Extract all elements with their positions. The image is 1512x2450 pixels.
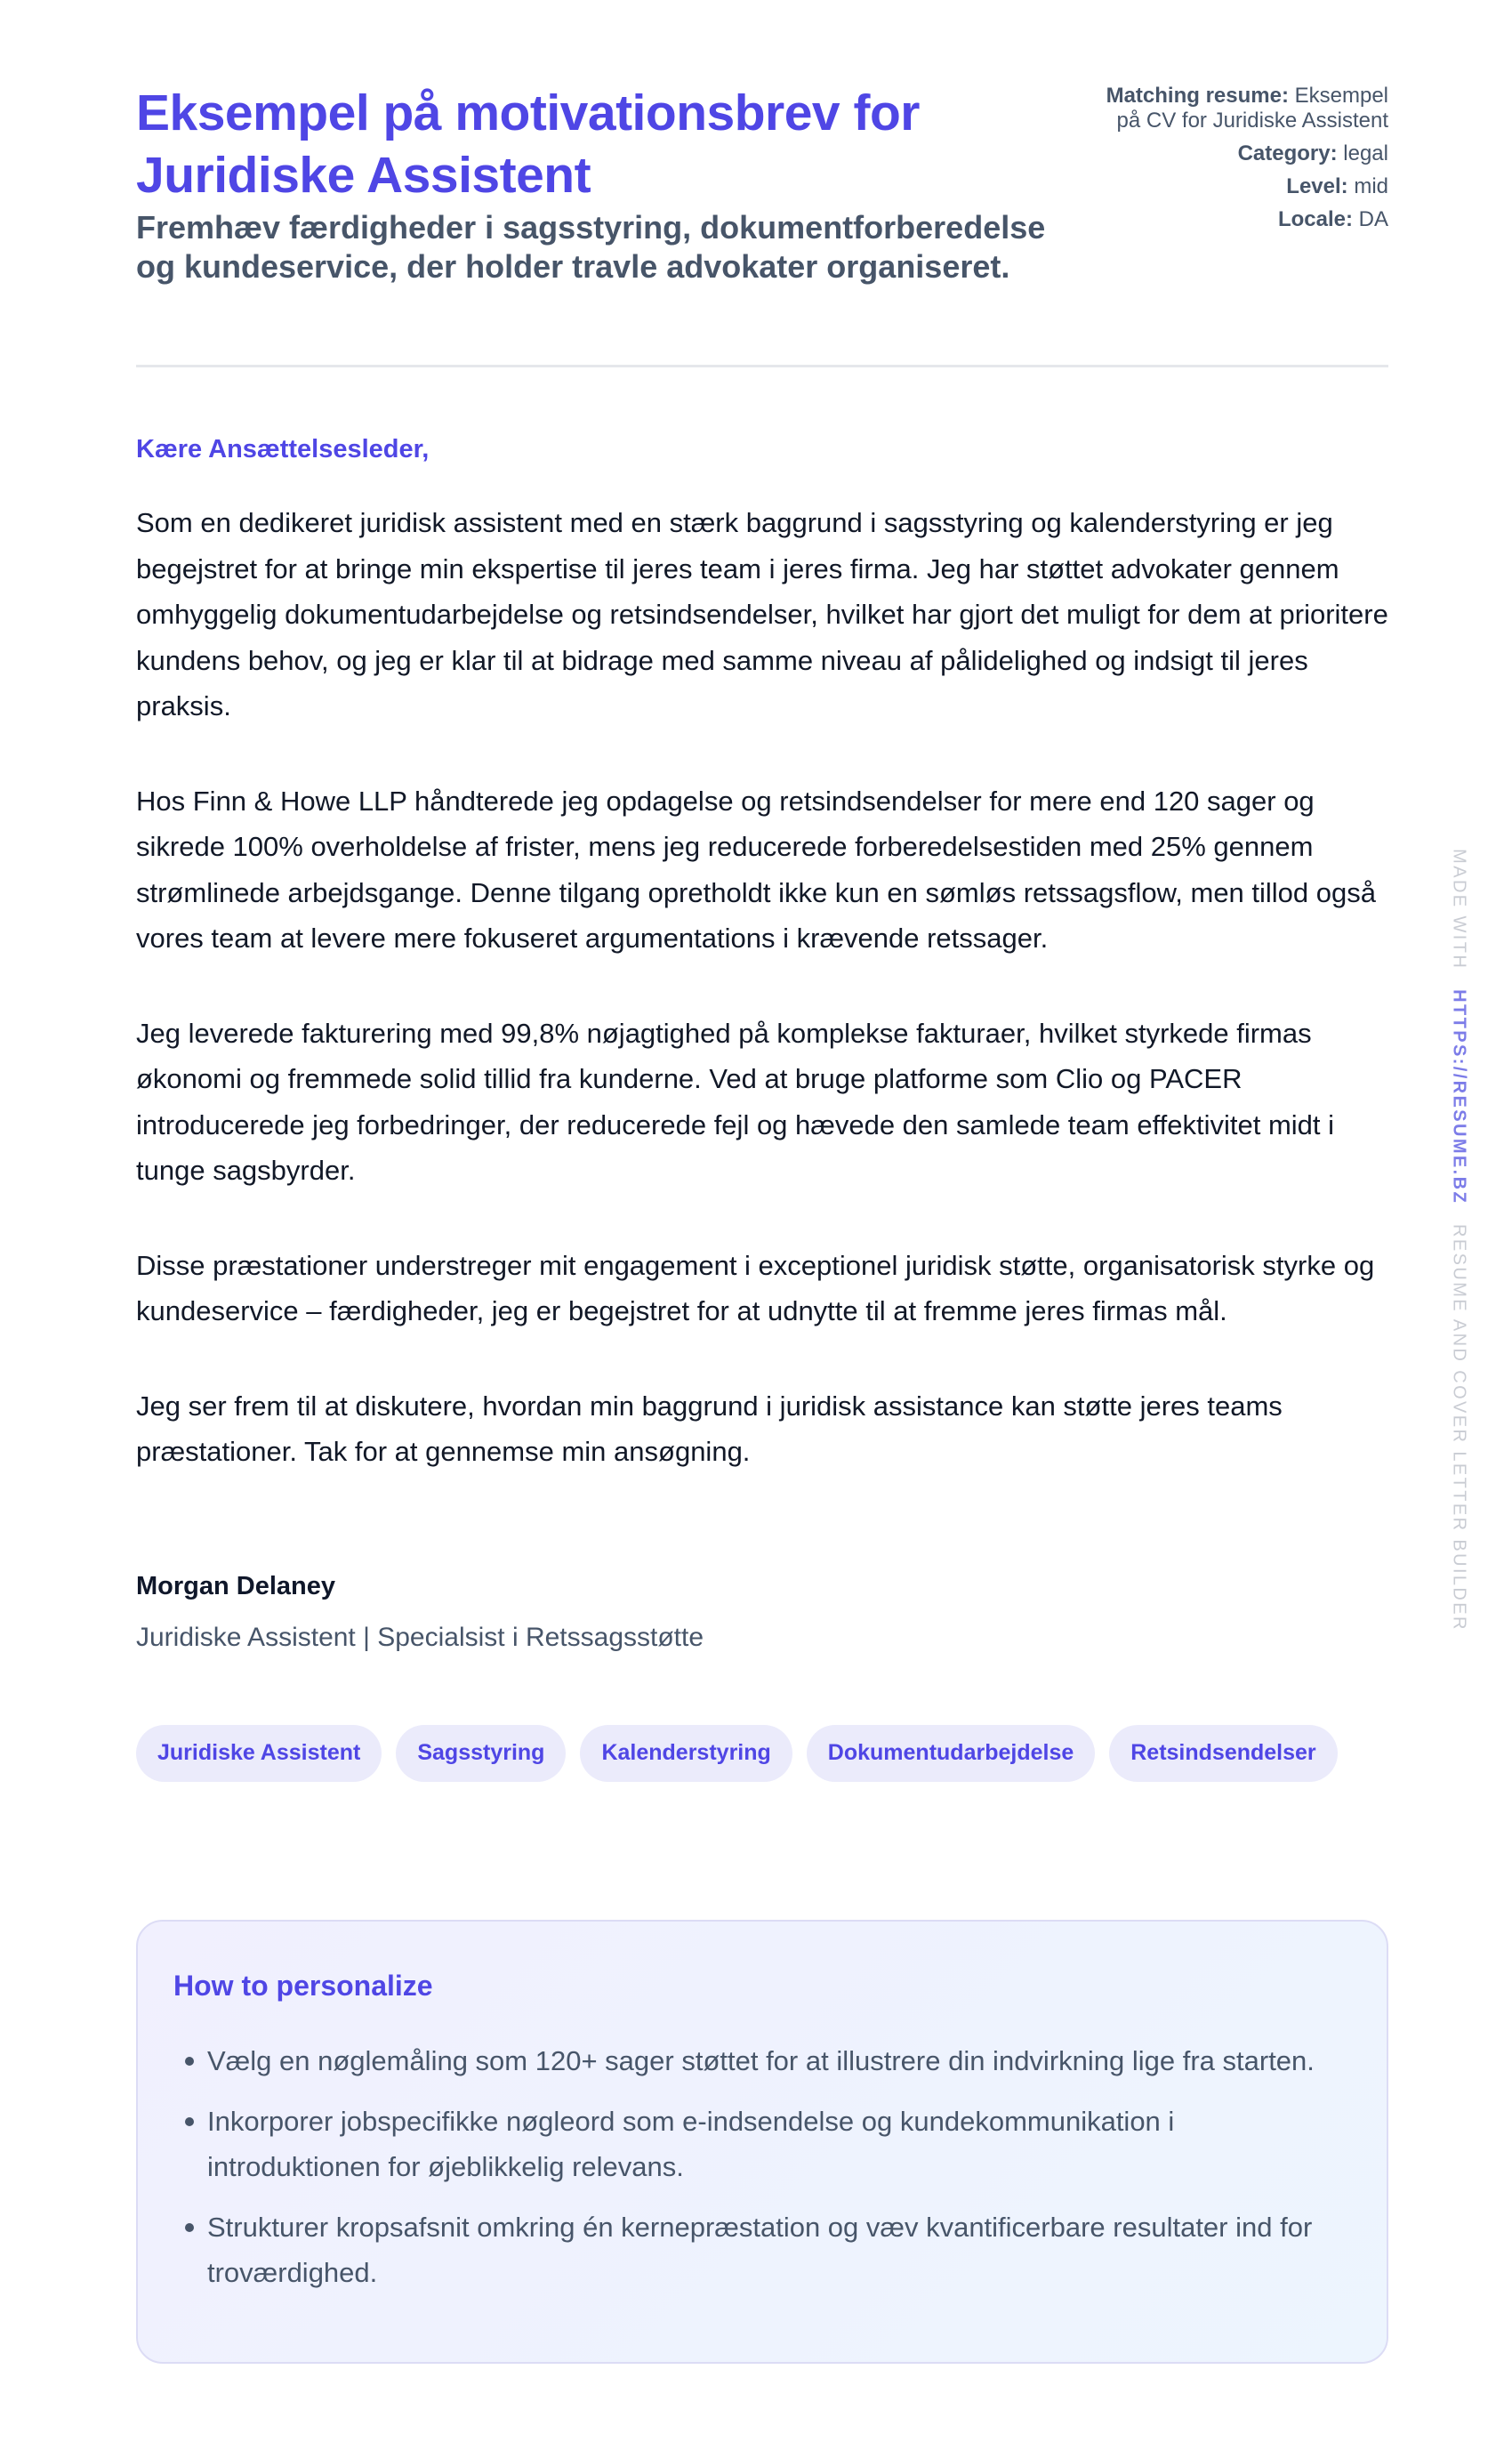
tag-chip[interactable]: Retsindsendelser (1109, 1725, 1337, 1782)
salutation: Kære Ansættelsesleder, (136, 435, 430, 463)
tag-list (136, 1725, 1388, 1782)
watermark-prefix: MADE WITH (1449, 849, 1469, 971)
tag-chip[interactable]: Dokumentudarbejdelse (807, 1725, 1095, 1782)
watermark-link[interactable]: HTTPS://RESUME.BZ (1449, 989, 1469, 1205)
meta-label: Locale: (1277, 207, 1353, 231)
signature-title: Juridiske Assistent | Specialsist i Retssagsstøtte (136, 1622, 704, 1652)
meta-value: mid (1354, 174, 1388, 198)
personalize-title: How to personalize (173, 1970, 433, 2002)
signature (136, 1568, 1388, 1656)
letter-paragraph: Disse præstationer understreger mit engagement i exceptionel juridisk støtte, organisatorisk styrke og kundeservice – færdigheder, jeg er begejstret for at udnytte til at fremme jeres firmas mål. (136, 1249, 1375, 1326)
page-title: Eksempel på motivationsbrev for Juridiske Assistent (136, 85, 920, 204)
bullet-icon (185, 2223, 194, 2232)
meta-locale (1086, 207, 1388, 232)
watermark (1449, 849, 1469, 1632)
tip-text: Strukturer kropsafsnit omkring én kernepræstation og væv kvantificerbare resultater ind for troværdighed. (207, 2211, 1313, 2288)
meta-matching-resume (1086, 84, 1388, 133)
tip-text: Vælg en nøglemåling som 120+ sager støttet for at illustrere din indvirkning lige fra starten. (207, 2045, 1315, 2076)
letter-paragraph: Jeg leverede fakturering med 99,8% nøjagtighed på komplekse fakturaer, hvilket styrkede firmas økonomi og fremmede solid tillid fra kunderne. Ved at bruge platforme som Clio og PACER introducerede jeg forbedringer, der reducerede fejl og hævede den samlede team effektivitet midt i tunge sagsbyrder. (136, 1017, 1335, 1186)
tag-chip[interactable]: Juridiske Assistent (136, 1725, 382, 1782)
tip-item (173, 2038, 1351, 2084)
tag-chip[interactable]: Sagsstyring (396, 1725, 566, 1782)
meta-level (1086, 174, 1388, 199)
letter-body (136, 367, 1388, 1782)
page-subtitle: Fremhæv færdigheder i sagsstyring, dokumentforberedelse og kundeservice, der holder travle advokater organiseret. (136, 209, 1046, 285)
letter-paragraph: Som en dedikeret juridisk assistent med en stærk baggrund i sagsstyring og kalenderstyring er jeg begejstret for at bringe min ekspertise til jeres team i jeres firma. Jeg har støttet advokater gennem omhyggelig dokumentudarbejdelse og retsindsendelser, hvilket har gjort det muligt for dem at prioritere kundens behov, og jeg er klar til at bidrage med samme niveau af pålidelighed og indsigt til jeres praksis. (136, 507, 1388, 721)
bullet-icon (185, 2117, 194, 2126)
meta-info (1086, 84, 1388, 240)
tip-text: Inkorporer jobspecifikke nøgleord som e-indsendelse og kundekommunikation i introduktionen for øjeblikkelig relevans. (207, 2105, 1175, 2182)
letter-paragraph: Hos Finn & Howe LLP håndterede jeg opdagelse og retsindsendelser for mere end 120 sager og sikrede 100% overholdelse af frister, mens jeg reducerede forberedelsestiden med 25% gennem strømlinede arbejdsgange. Denne tilgang opretholdt ikke kun en sømløs retssagsflow, men tillod også vores team at levere mere fokuseret argumentations i krævende retssager. (136, 785, 1377, 954)
personalize-tips (173, 2038, 1351, 2296)
watermark-suffix: RESUME AND COVER LETTER BUILDER (1449, 1224, 1469, 1632)
meta-category (1086, 141, 1388, 166)
bullet-icon (185, 2057, 194, 2066)
meta-value: Eksempel på CV for Juridiske Assistent (1116, 84, 1388, 133)
personalize-panel (136, 1920, 1388, 2364)
signature-name: Morgan Delaney (136, 1571, 335, 1600)
cover-letter-page (136, 0, 1388, 2288)
meta-label: Category: (1237, 141, 1338, 165)
header-main (136, 82, 1061, 286)
meta-value: legal (1343, 141, 1388, 165)
meta-value: DA (1358, 207, 1388, 231)
tip-item (173, 2204, 1351, 2296)
meta-label: Matching resume: (1106, 84, 1289, 108)
letter-paragraph: Jeg ser frem til at diskutere, hvordan min baggrund i juridisk assistance kan støtte jeres teams præstationer. Tak for at gennemse min ansøgning. (136, 1390, 1283, 1467)
tag-chip[interactable]: Kalenderstyring (580, 1725, 792, 1782)
page-header (136, 0, 1388, 367)
meta-label: Level: (1286, 174, 1348, 198)
tip-item (173, 2099, 1351, 2190)
